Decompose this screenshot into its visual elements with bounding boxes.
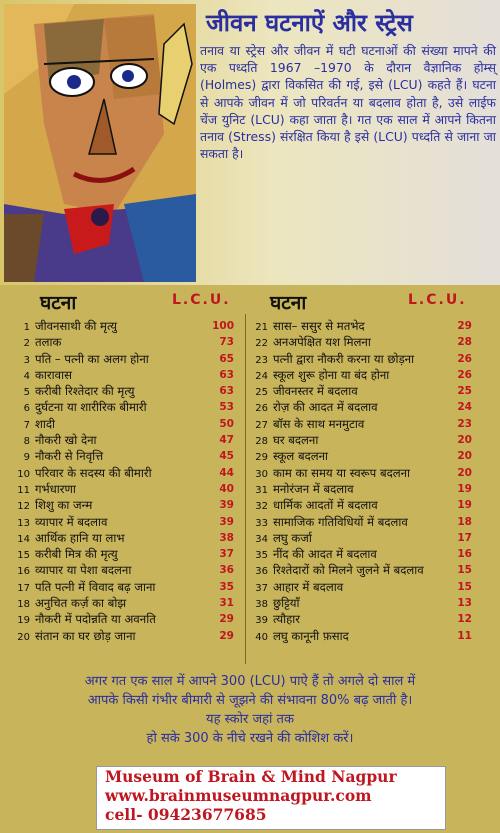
lcu-value: 37 xyxy=(219,548,234,561)
event-label: दुर्घटना या शारीरिक बीमारी xyxy=(35,400,147,415)
event-label: अनुचित कर्ज़ का बोझ xyxy=(35,596,127,611)
table-row xyxy=(246,318,478,334)
event-label: शादी xyxy=(35,416,56,431)
table-row xyxy=(246,514,478,530)
table-row xyxy=(246,399,478,415)
table-row xyxy=(8,546,240,562)
footer-line-3: यह स्कोर जहां तक xyxy=(206,712,294,727)
event-label: आर्थिक हानि या लाभ xyxy=(35,530,125,545)
event-label: घर बदलना xyxy=(273,433,319,448)
table-row xyxy=(8,514,240,530)
table-row xyxy=(8,497,240,513)
event-number: 3 xyxy=(23,354,30,366)
event-label: व्यापार में बदलाव xyxy=(35,514,108,529)
event-label: रिश्तेदारों को मिलने जुलने में बदलाव xyxy=(273,563,424,578)
table-row xyxy=(8,399,240,415)
table-row xyxy=(8,628,240,644)
lcu-value: 100 xyxy=(212,320,234,332)
event-number: 28 xyxy=(255,436,268,448)
event-number: 19 xyxy=(17,615,30,627)
lcu-value: 29 xyxy=(219,613,234,626)
event-number: 40 xyxy=(255,631,268,643)
table-row xyxy=(8,611,240,627)
event-label: स्कूल शुरू होना या बंद होना xyxy=(273,367,390,382)
lcu-value: 11 xyxy=(457,629,472,642)
event-number: 1 xyxy=(23,322,30,333)
event-label: पति पत्नी में विवाद बढ़ जाना xyxy=(35,579,156,594)
event-label: पत्नी द्वारा नौकरी करना या छोड़ना xyxy=(273,351,415,366)
event-number: 24 xyxy=(255,370,268,382)
event-label: नींद की आदत में बदलाव xyxy=(273,547,377,562)
table-row xyxy=(8,416,240,432)
lcu-value: 17 xyxy=(457,531,472,544)
event-label: त्यौहार xyxy=(273,612,300,627)
table-row xyxy=(246,611,478,627)
lcu-value: 15 xyxy=(457,564,472,577)
table-row xyxy=(8,465,240,481)
lcu-value: 25 xyxy=(457,385,472,398)
event-number: 21 xyxy=(255,322,268,333)
lcu-value: 39 xyxy=(219,499,234,512)
event-label: स्कूल बदलना xyxy=(273,449,329,464)
table-row xyxy=(246,465,478,481)
table-row xyxy=(8,383,240,399)
event-number: 15 xyxy=(17,550,30,562)
table-row xyxy=(8,351,240,367)
events-header-right: घटना xyxy=(270,292,307,314)
table-row xyxy=(246,579,478,595)
event-number: 36 xyxy=(255,566,268,578)
event-label: शिशु का जन्म xyxy=(35,498,93,513)
event-number: 33 xyxy=(255,517,268,529)
event-label: तलाक xyxy=(35,335,62,350)
event-number: 29 xyxy=(255,452,268,464)
table-row xyxy=(246,334,478,350)
table-row xyxy=(246,497,478,513)
lcu-value: 24 xyxy=(457,401,472,414)
contact-box xyxy=(96,766,446,830)
lcu-value: 65 xyxy=(219,352,234,365)
event-number: 7 xyxy=(23,419,30,431)
event-label: कारावास xyxy=(35,367,72,382)
event-label: छुट्टियाँ xyxy=(273,596,300,611)
page-title: जीवन घटनाऐं और स्ट्रेस xyxy=(206,9,413,37)
lcu-value: 73 xyxy=(219,336,234,349)
table-row xyxy=(246,448,478,464)
event-label: जीवनसाथी की मृत्यु xyxy=(35,319,118,333)
lcu-value: 16 xyxy=(457,548,472,561)
table-row xyxy=(8,334,240,350)
event-number: 38 xyxy=(255,599,268,611)
table-row xyxy=(8,318,240,334)
event-number: 8 xyxy=(23,436,30,448)
lcu-value: 44 xyxy=(219,466,234,479)
event-label: धार्मिक आदतों में बदलाव xyxy=(273,498,378,513)
event-number: 11 xyxy=(17,484,30,496)
lcu-value: 26 xyxy=(457,352,472,365)
event-label: गर्भधारणा xyxy=(35,481,76,496)
events-list-right xyxy=(246,318,478,644)
event-number: 32 xyxy=(255,501,268,513)
lcu-value: 31 xyxy=(219,597,234,610)
table-row xyxy=(246,530,478,546)
event-number: 18 xyxy=(17,599,30,611)
lcu-value: 29 xyxy=(219,629,234,642)
website-link[interactable]: www.brainmuseumnagpur.com xyxy=(105,786,372,805)
museum-name: Museum of Brain & Mind Nagpur xyxy=(105,767,397,786)
lcu-value: 18 xyxy=(457,515,472,528)
lcu-header-right: L.C.U. xyxy=(408,292,467,308)
event-label: आहार में बदलाव xyxy=(273,579,344,594)
events-header-left: घटना xyxy=(40,292,77,314)
event-label: सामाजिक गतिविधियों में बदलाव xyxy=(273,514,408,529)
table-row xyxy=(8,562,240,578)
lcu-value: 63 xyxy=(219,385,234,398)
cubist-face-painting xyxy=(4,4,196,282)
event-number: 13 xyxy=(17,517,30,529)
lcu-value: 20 xyxy=(457,450,472,463)
event-number: 25 xyxy=(255,387,268,399)
event-number: 12 xyxy=(17,501,30,513)
lcu-value: 12 xyxy=(457,613,472,626)
lcu-value: 50 xyxy=(219,417,234,430)
lcu-value: 20 xyxy=(457,466,472,479)
lcu-value: 13 xyxy=(457,597,472,610)
table-row xyxy=(8,448,240,464)
lcu-value: 63 xyxy=(219,368,234,381)
event-label: नौकरी से निवृत्ति xyxy=(35,449,104,464)
lcu-value: 26 xyxy=(457,368,472,381)
event-number: 10 xyxy=(17,468,30,480)
lcu-value: 47 xyxy=(219,434,234,447)
lcu-value: 35 xyxy=(219,580,234,593)
footer-line-1: अगर गत एक साल में आपने 300 (LCU) पाऐ हैं तो अगले दो साल में xyxy=(84,674,416,689)
table-row xyxy=(8,367,240,383)
lcu-value: 38 xyxy=(219,531,234,544)
lcu-value: 19 xyxy=(457,482,472,495)
event-label: करीबी मित्र की मृत्यु xyxy=(35,547,118,562)
event-number: 26 xyxy=(255,403,268,415)
lcu-value: 40 xyxy=(219,482,234,495)
table-row xyxy=(246,383,478,399)
events-list-left xyxy=(8,318,240,644)
intro-paragraph: तनाव या स्ट्रेस और जीवन में घटी घटनाओं की संख्या मापने की एक पध्दति 1967 –1970 के दौरान वैज्ञानिक होम्स् (Holmes) द्वारा विकसित की गई, इसे (LCU) कहते हैं। घटना से आपके जीवन में जो परिवर्तन या बदलाव होता है, उसे लाईफ चेंज युनिट (LCU) कहा जाता है। गत एक साल में आपने कितना तनाव (Stress) संरक्षित किया है इसे (LCU) पध्दति से जाना जा सकता है। xyxy=(200,43,496,162)
table-row xyxy=(246,595,478,611)
event-number: 5 xyxy=(23,387,30,399)
lcu-value: 45 xyxy=(219,450,234,463)
table-row xyxy=(246,562,478,578)
event-label: संतान का घर छोड़ जाना xyxy=(35,628,136,643)
event-label: पति – पत्नी का अलग होना xyxy=(35,351,149,366)
event-label: परिवार के सदस्य की बीमारी xyxy=(35,465,152,480)
event-number: 20 xyxy=(17,631,30,643)
event-label: काम का समय या स्वरूप बदलना xyxy=(273,465,411,480)
event-label: मनोरंजन में बदलाव xyxy=(273,481,354,496)
event-label: रोज़ की आदत में बदलाव xyxy=(273,400,378,415)
table-row xyxy=(246,416,478,432)
event-label: बॉस के साथ मनमुटाव xyxy=(273,416,365,431)
event-number: 23 xyxy=(255,354,268,366)
event-number: 39 xyxy=(255,615,268,627)
event-label: जीवनस्तर में बदलाव xyxy=(273,384,358,399)
lcu-value: 20 xyxy=(457,434,472,447)
event-number: 17 xyxy=(17,582,30,594)
table-row xyxy=(8,595,240,611)
footer-line-4: हो सके 300 के नीचे रखने की कोशिश करें। xyxy=(146,731,354,746)
footer-note xyxy=(0,672,500,748)
table-row xyxy=(246,546,478,562)
lcu-header-left: L.C.U. xyxy=(172,292,231,308)
table-row xyxy=(8,530,240,546)
lcu-value: 23 xyxy=(457,417,472,430)
event-label: नौकरी खो देना xyxy=(35,433,97,448)
event-label: नौकरी में पदोन्नति या अवनति xyxy=(35,612,156,627)
lcu-value: 28 xyxy=(457,336,472,349)
event-number: 34 xyxy=(255,533,268,545)
event-label: सास– ससुर से मतभेद xyxy=(273,319,365,333)
event-number: 6 xyxy=(23,403,30,415)
table-row xyxy=(8,432,240,448)
table-row xyxy=(246,351,478,367)
lcu-value: 53 xyxy=(219,401,234,414)
table-row xyxy=(246,367,478,383)
lcu-value: 19 xyxy=(457,499,472,512)
footer-line-2: आपके किसी गंभीर बीमारी से जूझने की संभावना 80% बढ़ जाती है। xyxy=(87,693,413,708)
event-number: 30 xyxy=(255,468,268,480)
phone-number: cell- 09423677685 xyxy=(105,805,267,824)
event-label: लघु कानूनी फ़साद xyxy=(273,628,349,643)
event-number: 2 xyxy=(23,338,30,350)
event-number: 16 xyxy=(17,566,30,578)
event-number: 22 xyxy=(255,338,268,350)
event-number: 37 xyxy=(255,582,268,594)
table-row xyxy=(8,481,240,497)
event-number: 14 xyxy=(17,533,30,545)
event-number: 27 xyxy=(255,419,268,431)
event-label: अनअपेक्षित यश मिलना xyxy=(273,335,371,350)
lcu-value: 36 xyxy=(219,564,234,577)
event-label: लघु कर्जा xyxy=(273,530,312,545)
event-number: 9 xyxy=(23,452,30,464)
table-row xyxy=(246,432,478,448)
table-row xyxy=(8,579,240,595)
event-number: 4 xyxy=(23,370,30,382)
table-row xyxy=(246,481,478,497)
event-number: 31 xyxy=(255,484,268,496)
event-label: करीबी रिश्तेदार की मृत्यु xyxy=(35,384,135,399)
lcu-value: 15 xyxy=(457,580,472,593)
event-label: व्यापार या पेशा बदलना xyxy=(35,563,132,578)
event-number: 35 xyxy=(255,550,268,562)
lcu-value: 39 xyxy=(219,515,234,528)
table-row xyxy=(246,628,478,644)
lcu-value: 29 xyxy=(457,320,472,332)
